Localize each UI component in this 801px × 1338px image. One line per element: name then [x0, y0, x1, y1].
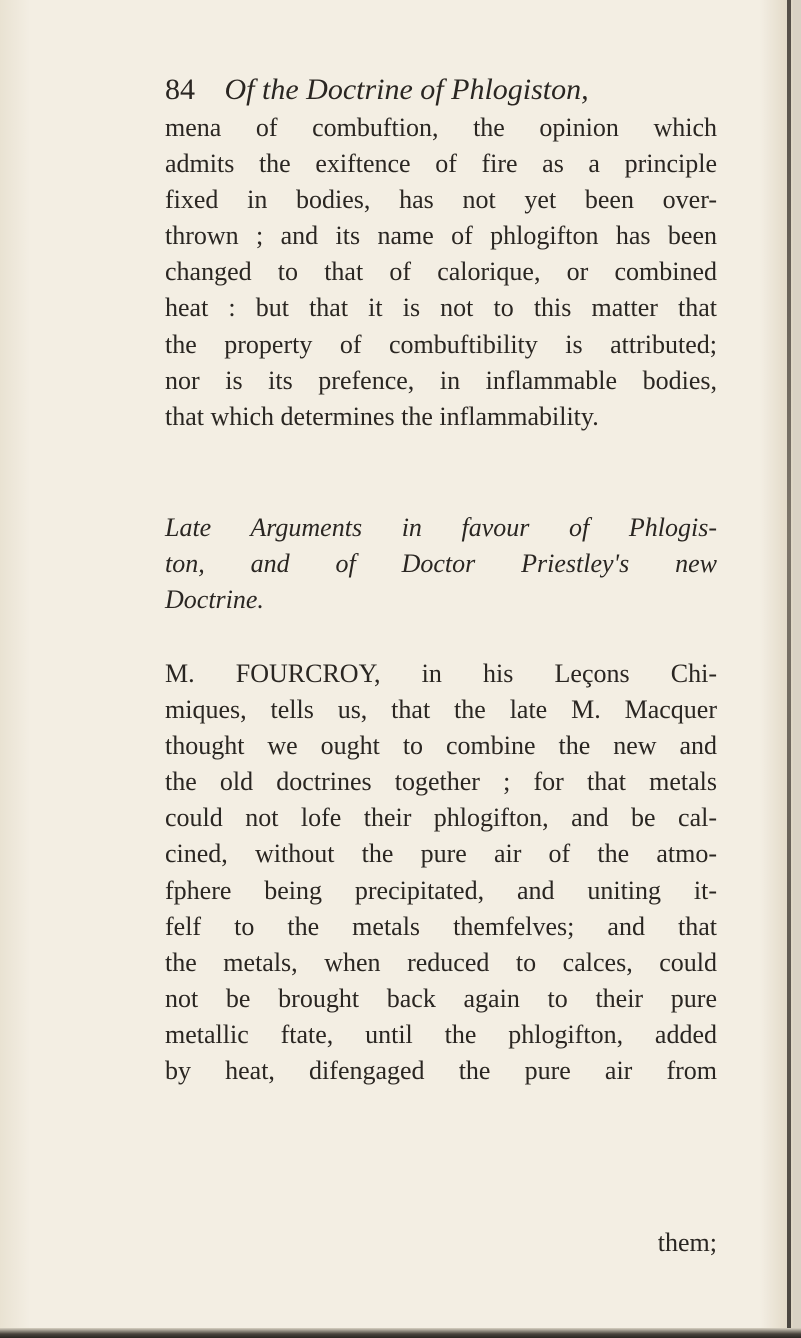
- text-line: felf to the metals themfelves; and that: [165, 911, 717, 941]
- paragraph-1: [165, 110, 717, 435]
- text-line: thrown ; and its name of phlogifton has been: [165, 221, 717, 251]
- running-title: Of the Doctrine of Phlogiston,: [224, 73, 589, 106]
- text-line: the property of combuftibility is attributed;: [165, 329, 717, 359]
- text-line: miques, tells us, that the late M. Macquer: [165, 695, 717, 725]
- page-number: 84: [165, 73, 195, 106]
- heading-line: ton, and of Doctor Priestley's new: [165, 549, 717, 579]
- text-line: thought we ought to combine the new and: [165, 731, 717, 761]
- heading-line: Doctrine.: [165, 585, 264, 615]
- text-line: not be brought back again to their pure: [165, 983, 717, 1013]
- paragraph-2: [165, 656, 717, 1089]
- text-line: fphere being precipitated, and uniting it-: [165, 875, 717, 905]
- text-line: the old doctrines together ; for that metals: [165, 767, 717, 797]
- heading-line: Late Arguments in favour of Phlogis-: [165, 513, 717, 542]
- text-line: changed to that of calorique, or combined: [165, 257, 717, 287]
- section-heading: [165, 510, 717, 618]
- text-line: by heat, difengaged the pure air from: [165, 1056, 717, 1086]
- text-line: mena of combuftion, the opinion which: [165, 113, 717, 142]
- text-line: could not lofe their phlogifton, and be cal-: [165, 803, 717, 833]
- running-header: [165, 72, 589, 108]
- page-edge: [793, 0, 801, 1338]
- text-line: heat : but that it is not to this matter that: [165, 293, 717, 323]
- text-line: the metals, when reduced to calces, could: [165, 947, 717, 977]
- text-line: nor is its prefence, in inflammable bodies,: [165, 365, 717, 395]
- text-line: M. FOURCROY, in his Leçons Chi-: [165, 659, 717, 688]
- page-bottom-edge: [0, 1328, 801, 1338]
- text-line: metallic ftate, until the phlogifton, added: [165, 1019, 717, 1049]
- text-line: fixed in bodies, has not yet been over-: [165, 185, 717, 215]
- catchword: them;: [657, 1228, 717, 1257]
- text-line: that which determines the inflammability.: [165, 401, 599, 431]
- text-line: cined, without the pure air of the atmo-: [165, 839, 717, 869]
- binding-shadow: [787, 0, 791, 1338]
- text-line: admits the exiftence of fire as a principle: [165, 149, 717, 179]
